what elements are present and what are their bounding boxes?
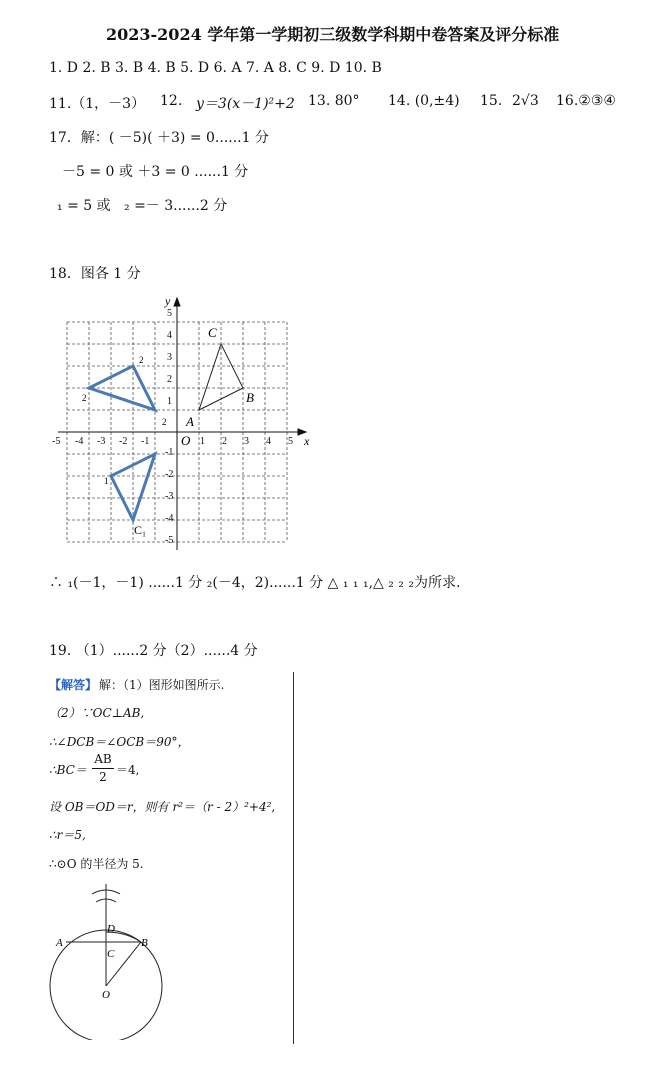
point-label: 2: [139, 355, 144, 365]
q19-score: 19. （1）......2 分（2）......4 分: [49, 643, 258, 659]
x-axis-label: x: [304, 434, 310, 448]
answer-q16: 16.②③④: [556, 93, 616, 109]
q17-line-3b: ₂ =－ 3......2 分: [124, 198, 228, 214]
page-title: 2023-2024 学年第一学期初三级数学科期中卷答案及评分标准: [106, 25, 560, 44]
point-label: 1: [104, 476, 109, 486]
point-label: 2: [162, 417, 167, 427]
x-tick-label: -5: [52, 436, 61, 447]
q17-line-3a: ₁ = 5 或: [57, 198, 111, 214]
q19-solution-line-7: ∴⊙O 的半径为 5.: [49, 857, 144, 871]
column-divider: [293, 672, 294, 1044]
x-tick-label: 5: [288, 436, 293, 447]
axes: [58, 298, 306, 550]
q19-solution-line-5: 设 OB＝OD＝r，则有 r²＝（r - 2）²+4²,: [49, 800, 276, 814]
y-tick-label: -5: [165, 535, 174, 546]
fraction-denominator: 2: [99, 770, 107, 784]
y-axis-label: y: [165, 294, 171, 308]
q19-solution-line-2: （2）∵OC⊥AB,: [49, 706, 145, 720]
q17-line-1: 17．解：( －5)( ＋3) = 0......1 分: [49, 130, 269, 146]
q19-solution-line-4a: ∴BC＝: [49, 763, 87, 777]
q18-heading: 18．图各 1 分: [49, 266, 141, 282]
x-tick-label: -1: [141, 436, 150, 447]
circle-point-o: O: [102, 989, 110, 1001]
y-tick-label: -3: [165, 491, 174, 502]
x-tick-label: -4: [75, 436, 84, 447]
y-tick-label: 5: [167, 308, 172, 319]
answer-q13: 13. 80°: [308, 93, 360, 109]
y-tick-label: 1: [167, 396, 172, 407]
y-tick-label: -1: [165, 447, 174, 458]
mc-answers: 1. D 2. B 3. B 4. B 5. D 6. A 7. A 8. C 9. D 10. B: [49, 60, 382, 76]
y-tick-label: -4: [165, 513, 174, 524]
answer-q15-number: 15.: [480, 93, 503, 109]
q18-answer: ∴ ₁(－1，－1) ......1 分 ₂(－4，2)......1 分 △ ₁ ₁ ₁,△ ₂ ₂ ₂为所求.: [49, 575, 461, 591]
q19-solution-line-4b: ＝4,: [116, 763, 140, 777]
answer-q15: 2√3: [512, 93, 539, 109]
circle-point-c: C: [107, 948, 115, 960]
point-a-label: A: [186, 414, 194, 429]
point-c1-label: C₁: [134, 523, 147, 537]
y-tick-label: -2: [165, 469, 174, 480]
fraction-bar: [92, 768, 114, 769]
q19-solution-line-1: 解：（1）图形如图所示.: [99, 678, 225, 692]
x-tick-label: 1: [200, 436, 205, 447]
point-c-label: C: [208, 325, 217, 340]
circle-point-d: D: [107, 923, 115, 935]
y-tick-label: 2: [167, 374, 172, 385]
answer-q11: 11.（1，－3）: [49, 96, 146, 112]
answer-q14: 14. (0,±4): [388, 93, 460, 109]
fraction-numerator: AB: [94, 752, 112, 766]
x-tick-label: 2: [222, 436, 227, 447]
x-tick-label: 4: [266, 436, 271, 447]
x-tick-label: -3: [97, 436, 106, 447]
point-label: 2: [82, 393, 87, 403]
coordinate-grid-figure: [48, 292, 318, 557]
circle-construction-figure: [44, 880, 174, 1040]
circle-point-a: A: [56, 937, 63, 949]
point-b-label: B: [246, 390, 254, 405]
y-axis-arrow: [174, 298, 180, 306]
solution-tag: 【解答】: [49, 678, 98, 692]
q19-solution-line-3: ∴∠DCB＝∠OCB＝90°，: [49, 735, 190, 749]
y-tick-label: 4: [167, 330, 172, 341]
answer-q12-number: 12.: [160, 93, 183, 109]
y-tick-label: 3: [167, 352, 172, 363]
answer-q12: y＝3(x－1)²+2: [196, 96, 295, 112]
circle-point-b: B: [141, 937, 148, 949]
q17-line-2: －5 = 0 或 ＋3 = 0 ......1 分: [62, 164, 249, 180]
origin-label: O: [181, 433, 191, 448]
x-tick-label: -2: [119, 436, 128, 447]
q19-solution-line-6: ∴r＝5,: [49, 828, 86, 842]
x-tick-label: 3: [244, 436, 249, 447]
